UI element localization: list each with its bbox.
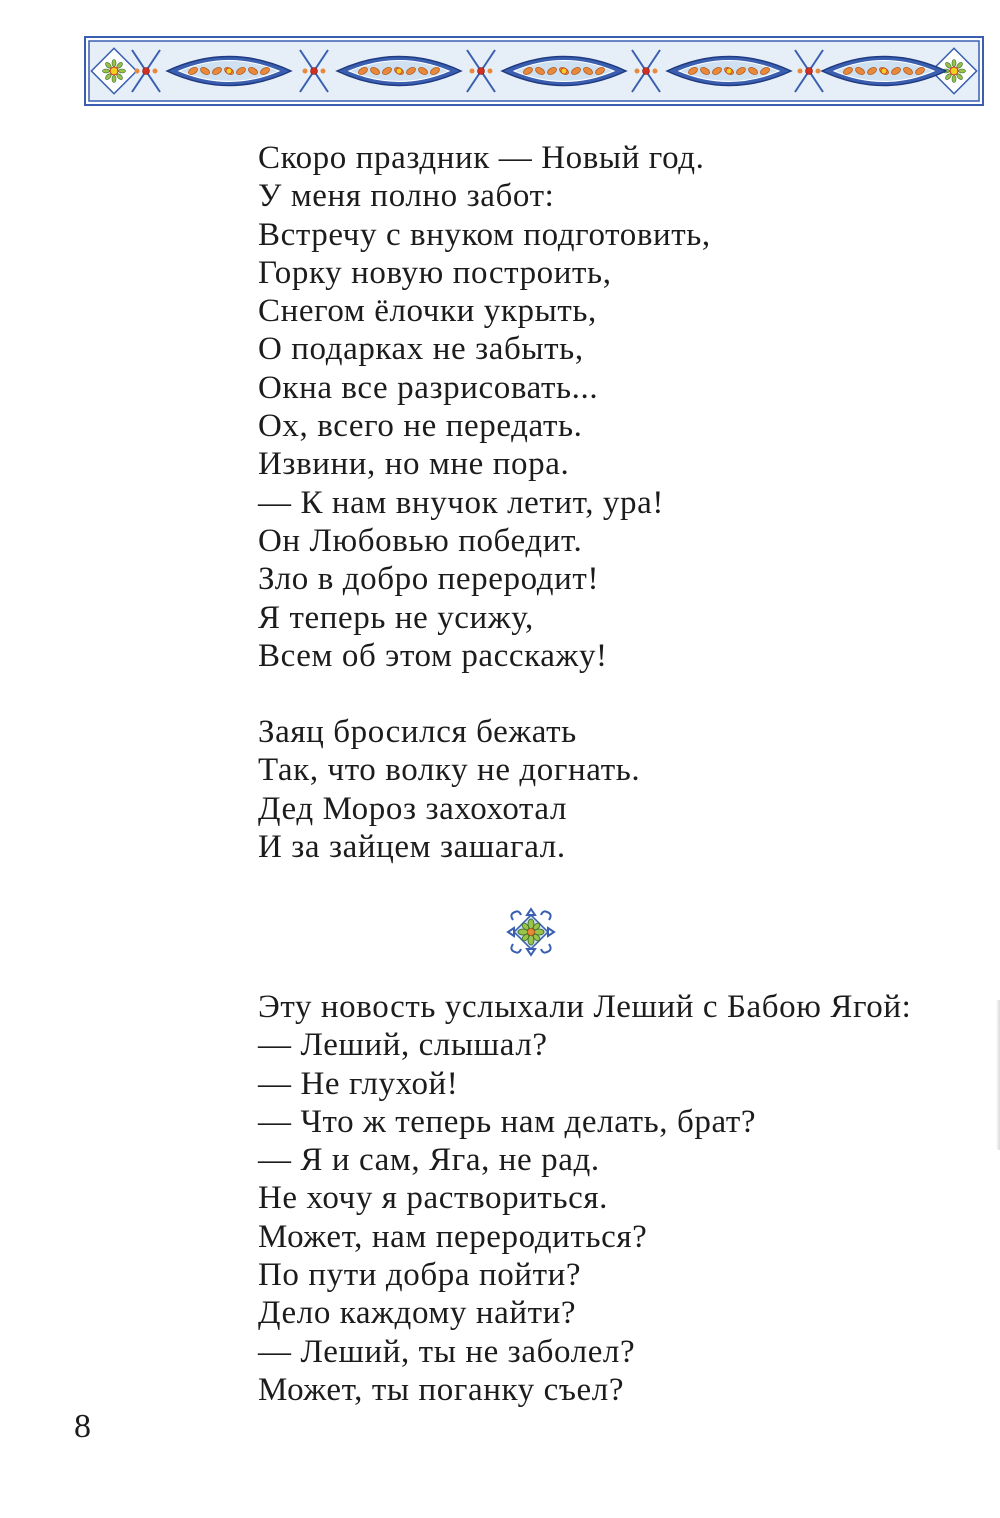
- poem-line: Всем об этом расскажу!: [258, 637, 608, 674]
- poem-line: — Не глухой!: [258, 1065, 459, 1102]
- poem-line: — Леший, слышал?: [258, 1027, 548, 1064]
- poem-line: Может, нам переродиться?: [258, 1218, 648, 1255]
- poem-line: Снегом ёлочки укрыть,: [258, 293, 597, 330]
- poem-line: Зло в добро переродит!: [258, 561, 600, 598]
- poem-line: — Что ж теперь нам делать, брат?: [258, 1103, 757, 1140]
- poem-line: Так, что волку не догнать.: [258, 752, 641, 789]
- page-number: 8: [74, 1408, 91, 1445]
- ornament-border-icon: [84, 36, 984, 106]
- poem-line: Встречу с внуком подготовить,: [258, 216, 711, 253]
- poem-line: Дед Мороз захохотал: [258, 790, 568, 827]
- poem-line: Ох, всего не передать.: [258, 408, 583, 445]
- poem-line: Окна все разрисовать...: [258, 369, 599, 406]
- poem-line: — К нам внучок летит, ура!: [258, 484, 664, 521]
- poem-line: Эту новость услыхали Леший с Бабою Ягой:: [258, 989, 912, 1025]
- page-edge-shadow: [996, 1000, 1000, 1150]
- poem-line: Горку новую построить,: [258, 254, 612, 291]
- poem-line: Может, ты поганку съел?: [258, 1371, 625, 1408]
- poem-stanza-2: [258, 713, 640, 866]
- flower-ornament-icon: [505, 906, 557, 958]
- poem-line: О подарках не забыть,: [258, 331, 584, 368]
- poem-line: Не хочу я раствориться.: [258, 1180, 608, 1217]
- poem-line: Я теперь не усижу,: [258, 599, 534, 636]
- poem-line: И за зайцем зашагал.: [258, 828, 566, 865]
- poem-line: Заяц бросился бежать: [258, 714, 577, 750]
- poem-line: Скоро праздник — Новый год.: [258, 140, 705, 176]
- poem-line: По пути добра пойти?: [258, 1257, 582, 1294]
- poem-line: — Леший, ты не заболел?: [258, 1333, 636, 1370]
- poem-line: У меня полно забот:: [258, 178, 555, 215]
- poem-line: — Я и сам, Яга, не рад.: [258, 1142, 600, 1179]
- poem-line: Извини, но мне пора.: [258, 446, 570, 483]
- poem-line: Он Любовью победит.: [258, 522, 583, 559]
- poem-stanza-1: [258, 139, 711, 675]
- poem-line: Дело каждому найти?: [258, 1295, 577, 1332]
- poem-stanza-3: [258, 988, 911, 1409]
